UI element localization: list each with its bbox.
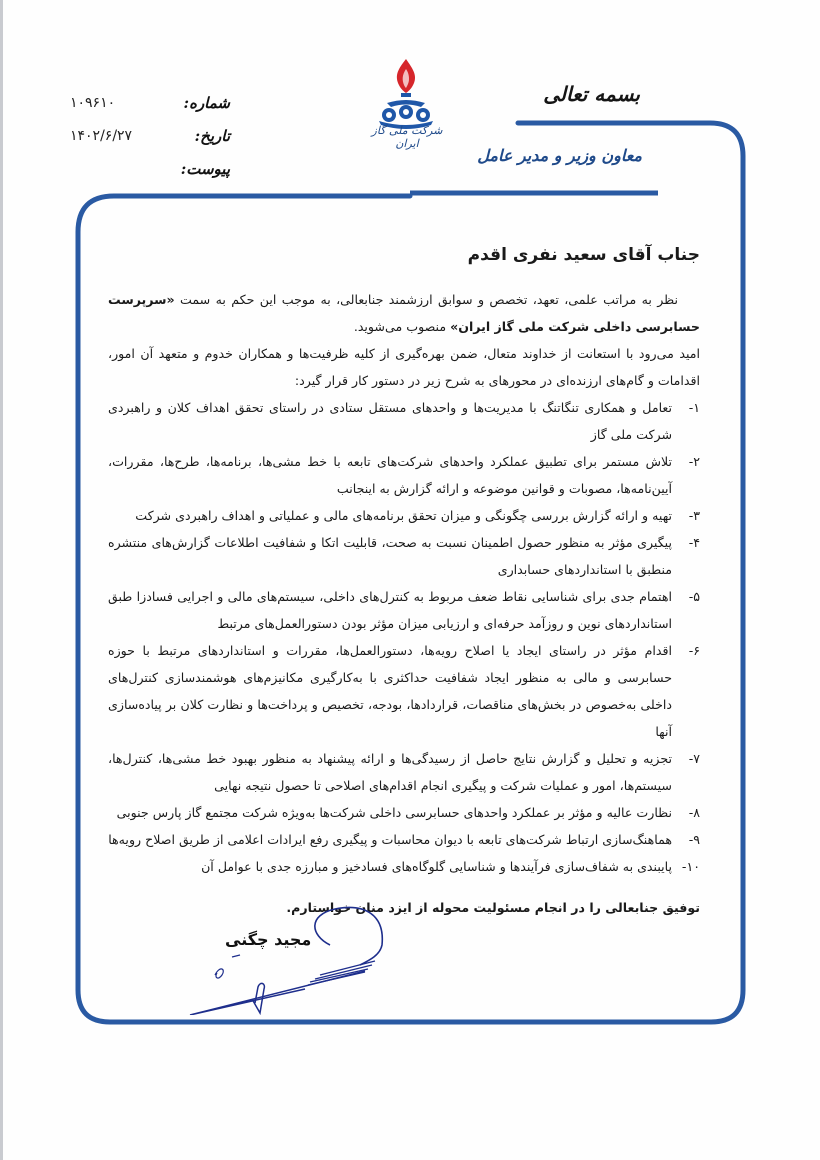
list-item [108, 448, 700, 502]
list-item-number: ۱- [688, 400, 700, 415]
list-item [108, 502, 700, 529]
scan-edge [0, 0, 3, 1160]
meta-number [70, 86, 230, 119]
invocation-heading: بسمه تعالی [543, 82, 640, 106]
list-item [108, 745, 700, 799]
meta-number-value: ۱۰۹۶۱۰ [70, 94, 116, 111]
header-bracket-line [518, 123, 743, 230]
salutation: جناب آقای سعید نفری اقدم [467, 245, 700, 265]
list-item-number: ۱۰- [681, 859, 700, 874]
list-item-number: ۲- [688, 454, 700, 469]
list-item [108, 583, 700, 637]
list-item-text: تهیه و ارائه گزارش بررسی چگونگی و میزان تحقق برنامه‌های مالی و عملیاتی و اهداف راهبردی شرکت [135, 508, 672, 523]
meta-attachment [70, 152, 230, 185]
intro-text-2: منصوب می‌شوید. [353, 319, 451, 334]
list-item-number: ۹- [688, 832, 700, 847]
list-item-text: اهتمام جدی برای شناسایی نقاط ضعف مربوط به کنترل‌های داخلی، سیستم‌های مالی و اجرایی فسادزا طبق استانداردهای نوین و روزآمد حرفه‌ای و ارزیابی میزان مؤثر بودن دستورالعمل‌های مرتبط [108, 589, 672, 631]
list-item-number: ۶- [688, 643, 700, 658]
letter-body [108, 240, 700, 921]
signer-name: مجید چگنی [225, 930, 312, 949]
list-item-number: ۳- [688, 508, 700, 523]
list-item-text: نظارت عالیه و مؤثر بر عملکرد واحدهای حسابرسی داخلی شرکت‌ها به‌ویژه شرکت مجتمع گاز پارس جنوبی [116, 805, 672, 820]
hope-paragraph: امید می‌رود با استعانت از خداوند متعال، ضمن بهره‌گیری از کلیه ظرفیت‌ها و همکاران خدوم و متعهد آن امور، اقدامات و گام‌های ارزنده‌ای در محورهای به شرح زیر در دستور کار قرار گیرد: [108, 346, 700, 388]
list-item-text: پایبندی به شفاف‌سازی فرآیندها و شناسایی گلوگاه‌های فسادخیز و مبارزه جدی با عوامل آن [201, 859, 672, 874]
appointment-title: «سرپرست حسابرسی داخلی شرکت ملی گاز ایران» [108, 292, 700, 334]
list-item-text: تجزیه و تحلیل و گزارش نتایج حاصل از رسیدگی‌ها و ارائه پیشنهاد به منظور بهبود خط مشی‌ها، کنترل‌ها، سیستم‌ها، امور و عملیات شرکت و پیگیری انجام اقدام‌های اصلاحی تا حصول نتیجه نهایی [108, 751, 672, 793]
organization-name: شرکت ملی گاز ایران [371, 124, 443, 150]
list-item [108, 529, 700, 583]
list-item-text: هماهنگ‌سازی ارتباط شرکت‌های تابعه با دیوان محاسبات و پیگیری رفع ایرادات اعلامی از طریق اصلاح رویه‌ها [108, 832, 672, 847]
list-item-text: اقدام مؤثر در راستای ایجاد یا اصلاح رویه‌ها، دستورالعمل‌ها، مقررات و استانداردهای مرتبط با حوزه حسابرسی و مالی به منظور ایجاد شفافیت حداکثری با به‌کارگیری مکانیزم‌های هوشمندسازی کنترل‌های داخلی به‌خصوص در بخش‌های مناقصات، قراردادها، بودجه، تخصیص و پرداخت‌ها و نظارت کلان بر پیاده‌سازی آنها [108, 643, 672, 739]
letter-meta [70, 86, 230, 185]
intro-paragraph [108, 286, 700, 340]
intro-text-1: نظر به مراتب علمی، تعهد، تخصص و سوابق ارزشمند جنابعالی، به موجب این حکم به سمت [174, 292, 678, 307]
duties-list [108, 394, 700, 880]
meta-date-value: ۱۴۰۲/۶/۲۷ [70, 127, 133, 144]
list-item-text: پیگیری مؤثر به منظور حصول اطمینان نسبت به صحت، قابلیت اتکا و شفافیت اطلاعات گزارش‌های منتشره منطبق با استانداردهای حسابداری [108, 535, 672, 577]
meta-number-label: شماره: [183, 93, 230, 112]
office-title: معاون وزیر و مدیر عامل [477, 146, 642, 165]
list-item [108, 826, 700, 853]
list-item-number: ۵- [688, 589, 700, 604]
list-item-number: ۴- [688, 535, 700, 550]
list-item [108, 394, 700, 448]
list-item-text: تلاش مستمر برای تطبیق عملکرد واحدهای شرکت‌های تابعه با خط مشی‌ها، برنامه‌ها، طرح‌ها، مقررات، آیین‌نامه‌ها، مصوبات و قوانین موضوعه و ارائه گزارش به اینجانب [108, 454, 672, 496]
list-item-number: ۷- [688, 751, 700, 766]
list-item-number: ۸- [688, 805, 700, 820]
list-item-text: تعامل و همکاری تنگاتنگ با مدیریت‌ها و واحدهای مستقل ستادی در راستای تحقق اهداف کلان و راهبردی شرکت ملی گاز [108, 400, 672, 442]
list-item [108, 799, 700, 826]
meta-date [70, 119, 230, 152]
list-item [108, 853, 700, 880]
list-item [108, 637, 700, 745]
meta-attachment-label: پیوست: [180, 159, 230, 178]
signature-icon [160, 905, 420, 1015]
meta-date-label: تاریخ: [194, 126, 230, 145]
closing-line: توفیق جنابعالی را در انجام مسئولیت محوله از ایزد منان خواستارم. [286, 900, 700, 915]
